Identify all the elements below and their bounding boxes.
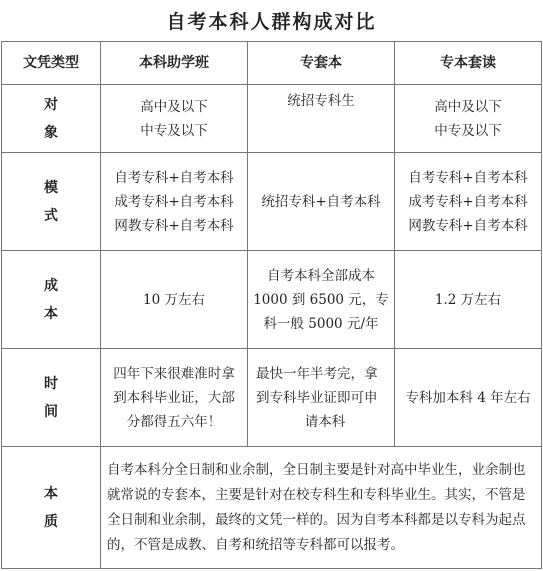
header-cell: 文凭类型: [2, 42, 101, 85]
header-row: [2, 42, 542, 85]
table-row-time: [2, 349, 542, 447]
header-cell: 专套本: [248, 42, 395, 85]
table-cell: 10 万左右: [101, 251, 248, 349]
table-cell: 四年下来很难准时拿 到本科毕业证，大部 分都得五六年！: [101, 349, 248, 447]
table-cell: 高中及以下 中专及以下: [395, 85, 542, 153]
table-cell: 自考专科+自考本科 成考专科+自考本科 网教专科+自考本科: [101, 153, 248, 251]
table-cell: 1.2 万左右: [395, 251, 542, 349]
table-cell: 最快一年半考完，拿 到专科毕业证即可申 请本科: [248, 349, 395, 447]
row-label: 成 本: [2, 251, 101, 349]
table-row-essence: [2, 447, 542, 569]
table-cell: 自考专科+自考本科 成考专科+自考本科 网教专科+自考本科: [395, 153, 542, 251]
comparison-table: [1, 41, 542, 569]
header-cell: 本科助学班: [101, 42, 248, 85]
essence-text: 自考本科分全日制和业余制，全日制主要是针对高中毕业生，业余制也就常说的专套本，主要是针对在校专科生和专科毕业生。其实，不管是全日制和业余制，最终的文凭一样的。因为自考本科都是以专科为起点的，不管是成教、自考和统招等专科都可以报考。: [101, 447, 542, 569]
table-cell: 高中及以下 中专及以下: [101, 85, 248, 153]
table-row-mode: [2, 153, 542, 251]
row-label: 对 象: [2, 85, 101, 153]
page-title: 自考本科人群构成对比: [166, 10, 377, 33]
table-cell: 自考本科全部成本 1000 到 6500 元，专 科一般 5000 元/年: [248, 251, 395, 349]
table-row-cost: [2, 251, 542, 349]
row-label: 时 间: [2, 349, 101, 447]
row-label: 模 式: [2, 153, 101, 251]
table-cell: 统招专科生: [248, 85, 395, 153]
header-cell: 专本套读: [395, 42, 542, 85]
table-row-target: [2, 85, 542, 153]
table-cell: 统招专科+自考本科: [248, 153, 395, 251]
row-label: 本 质: [2, 447, 101, 569]
table-cell: 专科加本科 4 年左右: [395, 349, 542, 447]
